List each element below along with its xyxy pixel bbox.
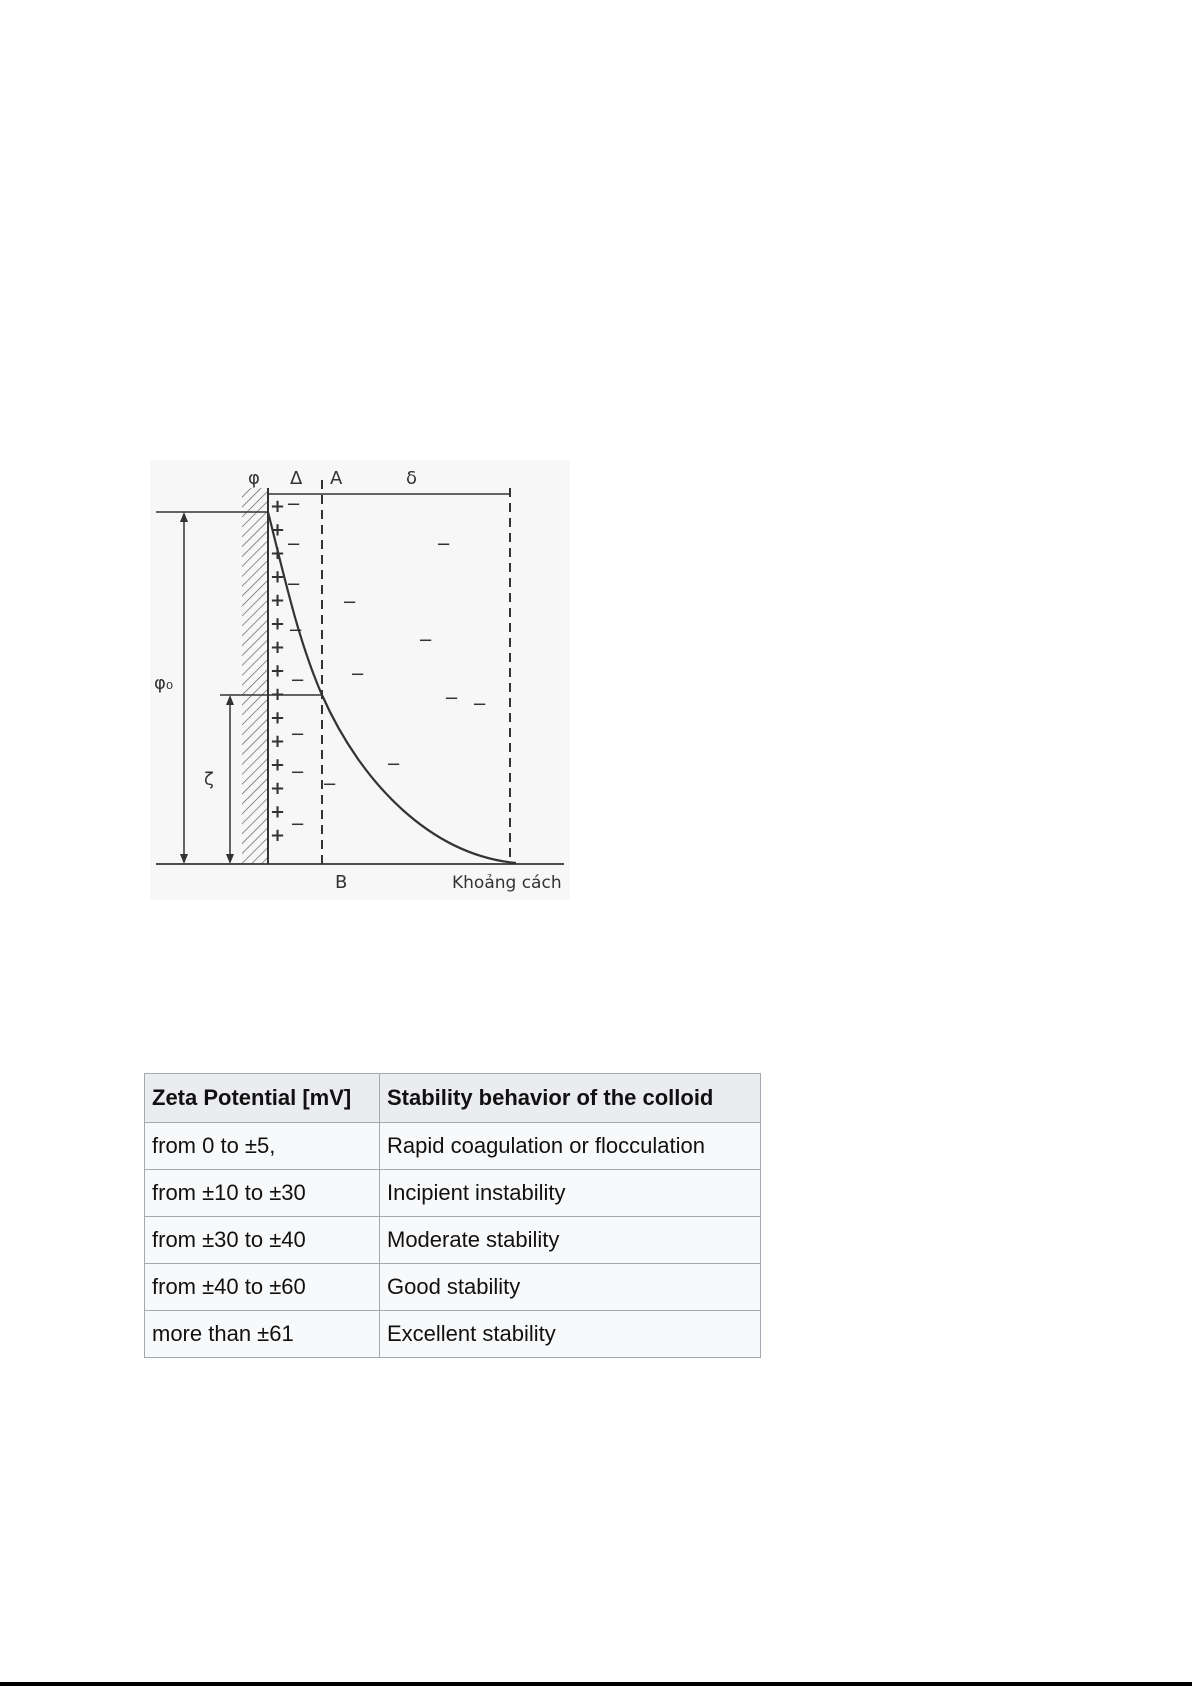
label-point-b: B bbox=[335, 872, 348, 893]
table-row bbox=[145, 1217, 761, 1264]
zeta-potential-table bbox=[144, 1073, 761, 1358]
positive-charge: + bbox=[270, 496, 286, 517]
positive-charge: + bbox=[270, 684, 286, 705]
positive-charge: + bbox=[270, 637, 286, 658]
positive-charge: + bbox=[270, 543, 286, 564]
negative-charge: − bbox=[350, 664, 366, 685]
table-row bbox=[145, 1123, 761, 1170]
negative-charge: − bbox=[436, 534, 452, 555]
negative-charge: − bbox=[288, 620, 304, 641]
negative-charge: − bbox=[290, 762, 306, 783]
positive-charge: + bbox=[270, 801, 286, 823]
cell-stability: Good stability bbox=[380, 1264, 761, 1311]
label-x-axis: Khoảng cách bbox=[452, 873, 562, 893]
table-row bbox=[145, 1264, 761, 1311]
table-row bbox=[145, 1311, 761, 1358]
positive-charge: + bbox=[270, 519, 286, 541]
double-layer-svg bbox=[150, 460, 570, 900]
positive-charge: + bbox=[270, 707, 286, 729]
phi0-arrow-head-top bbox=[180, 512, 188, 522]
phi0-arrow-head-bottom bbox=[180, 854, 188, 864]
table-row bbox=[145, 1170, 761, 1217]
negative-charge: − bbox=[290, 814, 306, 835]
negative-charge: − bbox=[290, 724, 306, 745]
label-phi: φ bbox=[248, 468, 260, 489]
negative-charge: − bbox=[444, 688, 460, 709]
negative-charge: − bbox=[322, 774, 338, 795]
negative-charge: − bbox=[290, 670, 306, 691]
zeta-arrow-head-bottom bbox=[226, 854, 234, 864]
positive-charge: + bbox=[270, 590, 286, 611]
negative-charge: − bbox=[472, 694, 488, 715]
label-zeta: ζ bbox=[204, 769, 214, 790]
negative-charge: − bbox=[286, 574, 302, 595]
counter-ion-negative-charges bbox=[286, 494, 487, 835]
double-layer-diagram bbox=[150, 460, 570, 900]
positive-charge: + bbox=[270, 613, 286, 635]
negative-charge: − bbox=[342, 592, 358, 613]
positive-charge: + bbox=[270, 825, 286, 846]
solid-surface bbox=[242, 488, 268, 864]
negative-charge: − bbox=[386, 754, 402, 775]
zeta-arrow-head-top bbox=[226, 695, 234, 705]
header-zeta-potential: Zeta Potential [mV] bbox=[145, 1074, 380, 1123]
negative-charge: − bbox=[286, 494, 302, 515]
cell-stability: Incipient instability bbox=[380, 1170, 761, 1217]
label-delta-lower: δ bbox=[406, 468, 418, 489]
positive-charge: + bbox=[270, 731, 286, 752]
positive-charge: + bbox=[270, 754, 286, 776]
cell-stability: Rapid coagulation or flocculation bbox=[380, 1123, 761, 1170]
page-bottom-rule bbox=[0, 1682, 1192, 1686]
table-header-row bbox=[145, 1074, 761, 1123]
cell-zeta-range: more than ±61 bbox=[145, 1311, 380, 1358]
negative-charge: − bbox=[418, 630, 434, 651]
cell-stability: Moderate stability bbox=[380, 1217, 761, 1264]
positive-charge: + bbox=[270, 566, 286, 588]
potential-curve bbox=[268, 512, 516, 863]
cell-zeta-range: from ±40 to ±60 bbox=[145, 1264, 380, 1311]
negative-charge: − bbox=[286, 534, 302, 555]
cell-zeta-range: from ±30 to ±40 bbox=[145, 1217, 380, 1264]
cell-zeta-range: from ±10 to ±30 bbox=[145, 1170, 380, 1217]
cell-zeta-range: from 0 to ±5, bbox=[145, 1123, 380, 1170]
positive-charge: + bbox=[270, 778, 286, 799]
label-phi-zero: φ₀ bbox=[154, 673, 174, 694]
surface-positive-charges bbox=[270, 496, 285, 846]
header-stability-behavior: Stability behavior of the colloid bbox=[380, 1074, 761, 1123]
label-point-a: A bbox=[330, 468, 343, 489]
cell-stability: Excellent stability bbox=[380, 1311, 761, 1358]
label-delta-upper: Δ bbox=[290, 468, 303, 489]
positive-charge: + bbox=[270, 660, 286, 682]
